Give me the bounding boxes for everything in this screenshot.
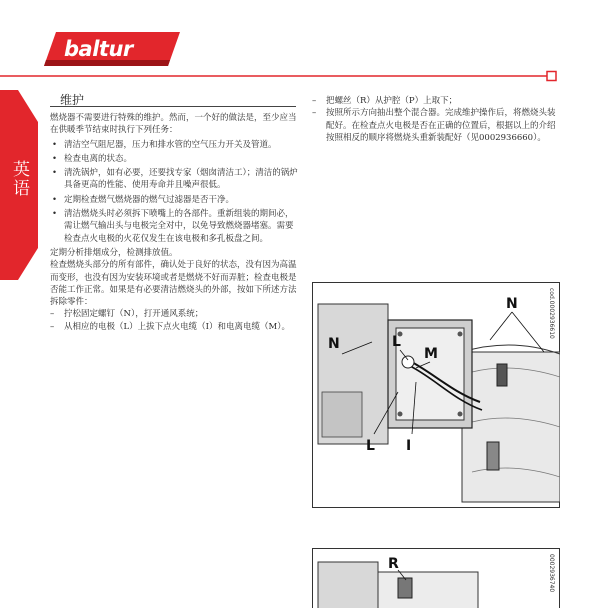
section-title: 维护: [60, 91, 84, 108]
callout-label: L: [392, 334, 401, 350]
maintenance-list: [50, 139, 300, 245]
header-rule: [0, 70, 600, 82]
inspection-paragraph: 检查燃烧头部分的所有部件，确认处于良好的状态，没有因为高温而变形，也没有因为安装环境或者是燃烧不好而弄脏；检查电极是否能工作正常。如果是有必要清洁燃烧头的外部，按如下所述方法拆除零件：: [50, 259, 300, 308]
list-item: • 清洁燃烧头时必须拆下喷嘴上的各部件。重新组装的期间必，需让燃气输出头与电极完全对中，以免导致燃烧器堵塞。需要检查点火电极的火花仅发生在该电极和多孔板盘之间。: [50, 208, 300, 245]
list-item: • 定期检查燃气燃烧器的燃气过滤器是否干净。: [50, 194, 300, 206]
callout-label: I: [406, 438, 411, 454]
burner-head-figure: [312, 282, 560, 508]
language-tab-label: 英语: [6, 160, 32, 198]
flue-paragraph: 定期分析排烟成分，检测排放值。: [50, 247, 300, 259]
figure-code: cod.0002936610: [548, 288, 555, 339]
callout-label: L: [366, 438, 375, 454]
section-title-rule: [50, 106, 296, 107]
callout-label: N: [328, 336, 340, 352]
mixer-removal-figure: [312, 548, 560, 608]
list-item: • 清洁空气阻尼器，压力和排水管的空气压力开关及管道。: [50, 139, 300, 151]
logo-text: baltur: [64, 37, 174, 61]
step-item: – 从相应的电极（L）上拔下点火电缆（I）和电离电缆（M）。: [50, 321, 300, 333]
figure-code: 0002936740: [548, 554, 555, 592]
callout-label: M: [424, 346, 438, 362]
list-item: • 检查电离的状态。: [50, 153, 300, 165]
callout-label: R: [388, 556, 399, 572]
left-column: [50, 112, 300, 333]
step-item: – 拧松固定螺钉（N），打开通风系统；: [50, 308, 300, 320]
right-column: [312, 95, 562, 144]
callout-label: N: [506, 296, 518, 312]
step-item: – 按照所示方向抽出整个混合器。完成维护操作后，将燃烧头装配好。在检查点火电极是否在正确的位置后，根据以上的介绍按照相反的顺序将燃烧头重新装配好（见0002936660）。: [312, 107, 562, 144]
intro-paragraph: 燃烧器不需要进行特殊的维护。然而，一个好的做法是，至少应当在供暖季节结束时执行下列任务：: [50, 112, 300, 137]
step-item: – 把螺丝（R）从护腔（P）上取下；: [312, 95, 562, 107]
list-item: • 清洗锅炉，如有必要，还要找专家（烟囱清洁工）；清洁的锅炉具备更高的性能、使用寿命并且噪声很低。: [50, 167, 300, 192]
